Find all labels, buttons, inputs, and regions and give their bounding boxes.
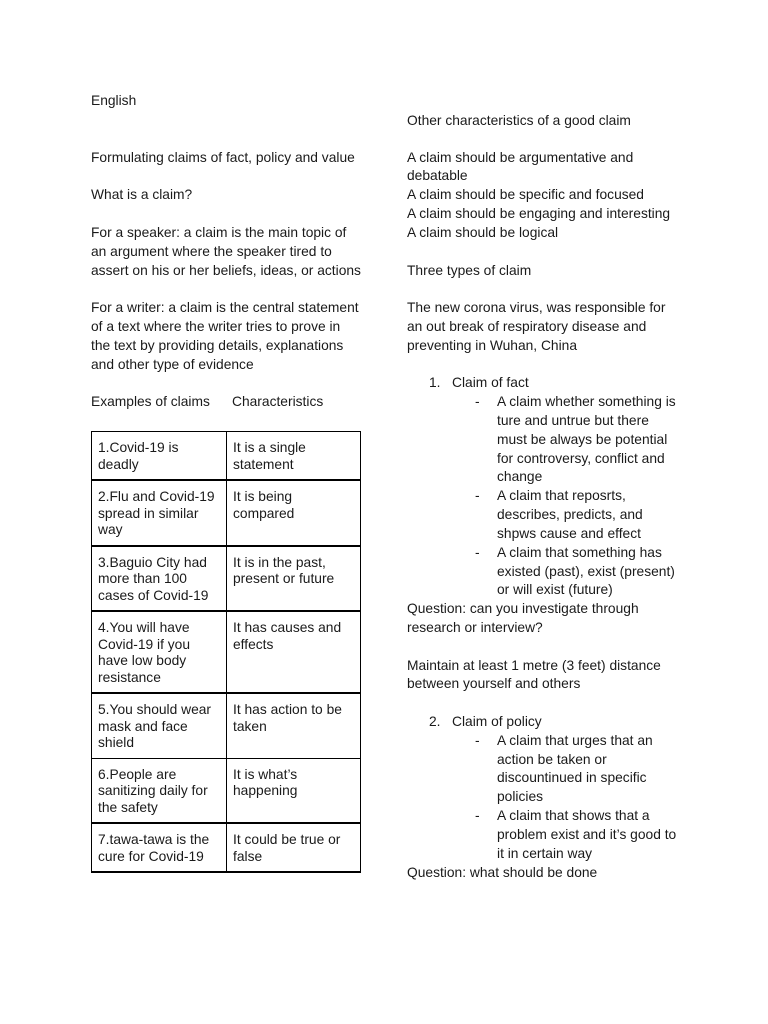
table-row	[92, 693, 361, 758]
example-cell: 2.Flu and Covid-19 spread in similar way	[92, 480, 227, 546]
policy-title: Claim of policy	[452, 714, 542, 729]
bullet-dash: -	[475, 545, 480, 560]
characteristic-cell: It has causes and effects	[227, 611, 361, 693]
policy-bullet-line: problem exist and it’s good to	[497, 827, 677, 842]
virus-line: The new corona virus, was responsible for	[407, 300, 666, 315]
types-heading: Three types of claim	[407, 263, 532, 278]
fact-bullet-line: change	[497, 469, 543, 484]
writer-definition-line: For a writer: a claim is the central statement	[91, 300, 359, 315]
policy-bullet-line: it in certain way	[497, 846, 593, 861]
policy-bullet-line: A claim that shows that a	[497, 808, 650, 823]
table-header-examples: Examples of claims	[91, 394, 210, 409]
speaker-definition-line: For a speaker: a claim is the main topic of	[91, 225, 347, 240]
policy-bullet-line: policies	[497, 789, 544, 804]
distance-line: Maintain at least 1 metre (3 feet) distance	[407, 658, 661, 673]
distance-line: between yourself and others	[407, 676, 581, 691]
virus-line: preventing in Wuhan, China	[407, 338, 578, 353]
fact-bullet-line: for controversy, conflict and	[497, 451, 665, 466]
characteristic-cell: It could be true or false	[227, 823, 361, 872]
bullet-dash: -	[475, 808, 480, 823]
fact-bullet-line: describes, predicts, and	[497, 507, 643, 522]
example-cell: 1.Covid-19 is deadly	[92, 432, 227, 481]
writer-definition-line: and other type of evidence	[91, 357, 254, 372]
fact-number: 1.	[429, 375, 441, 390]
policy-bullet-line: discountinued in specific	[497, 770, 647, 785]
characteristic-cell: It is being compared	[227, 480, 361, 546]
table-row	[92, 432, 361, 481]
table-row	[92, 480, 361, 546]
bullet-dash: -	[475, 394, 480, 409]
fact-question-line: Question: can you investigate through	[407, 601, 639, 616]
policy-number: 2.	[429, 714, 441, 729]
characteristic-cell: It is a single statement	[227, 432, 361, 481]
fact-bullet-line: must be always be potential	[497, 432, 668, 447]
fact-bullet-line: existed (past), exist (present)	[497, 564, 675, 579]
characteristic-line: A claim should be specific and focused	[407, 187, 644, 202]
bullet-dash: -	[475, 733, 480, 748]
example-cell: 6.People are sanitizing daily for the safety	[92, 758, 227, 823]
table-row	[92, 823, 361, 872]
table-row	[92, 758, 361, 823]
writer-definition-line: of a text where the writer tries to prove in	[91, 319, 341, 334]
claims-table	[91, 431, 361, 873]
example-cell: 7.tawa-tawa is the cure for Covid-19	[92, 823, 227, 872]
characteristic-cell: It is in the past, present or future	[227, 546, 361, 612]
fact-bullet-line: A claim that reposrts,	[497, 488, 626, 503]
fact-question-line: research or interview?	[407, 620, 543, 635]
fact-bullet-line: A claim that something has	[497, 545, 662, 560]
characteristic-line: debatable	[407, 168, 468, 183]
topic-heading: Formulating claims of fact, policy and value	[91, 150, 355, 165]
table-row	[92, 546, 361, 612]
characteristic-line: A claim should be engaging and interesting	[407, 206, 671, 221]
policy-question-line: Question: what should be done	[407, 865, 598, 880]
fact-bullet-line: A claim whether something is	[497, 394, 676, 409]
policy-bullet-line: action be taken or	[497, 752, 607, 767]
speaker-definition-line: an argument where the speaker tired to	[91, 244, 332, 259]
claim-question: What is a claim?	[91, 187, 193, 202]
subject-label: English	[91, 93, 137, 108]
policy-bullet-line: A claim that urges that an	[497, 733, 653, 748]
characteristic-line: A claim should be argumentative and	[407, 150, 634, 165]
virus-line: an out break of respiratory disease and	[407, 319, 647, 334]
fact-bullet-line: shpws cause and effect	[497, 526, 641, 541]
example-cell: 3.Baguio City had more than 100 cases of Covid-19	[92, 546, 227, 612]
fact-bullet-line: ture and untrue but there	[497, 413, 649, 428]
table-header-characteristics: Characteristics	[232, 394, 324, 409]
characteristic-line: A claim should be logical	[407, 225, 559, 240]
characteristic-cell: It is what’s happening	[227, 758, 361, 823]
fact-title: Claim of fact	[452, 375, 529, 390]
example-cell: 4.You will have Covid-19 if you have low body resistance	[92, 611, 227, 693]
characteristic-cell: It has action to be taken	[227, 693, 361, 758]
example-cell: 5.You should wear mask and face shield	[92, 693, 227, 758]
other-characteristics-heading: Other characteristics of a good claim	[407, 113, 631, 128]
fact-bullet-line: or will exist (future)	[497, 582, 613, 597]
table-row	[92, 611, 361, 693]
bullet-dash: -	[475, 488, 480, 503]
writer-definition-line: the text by providing details, explanations	[91, 338, 344, 353]
speaker-definition-line: assert on his or her beliefs, ideas, or actions	[91, 263, 361, 278]
